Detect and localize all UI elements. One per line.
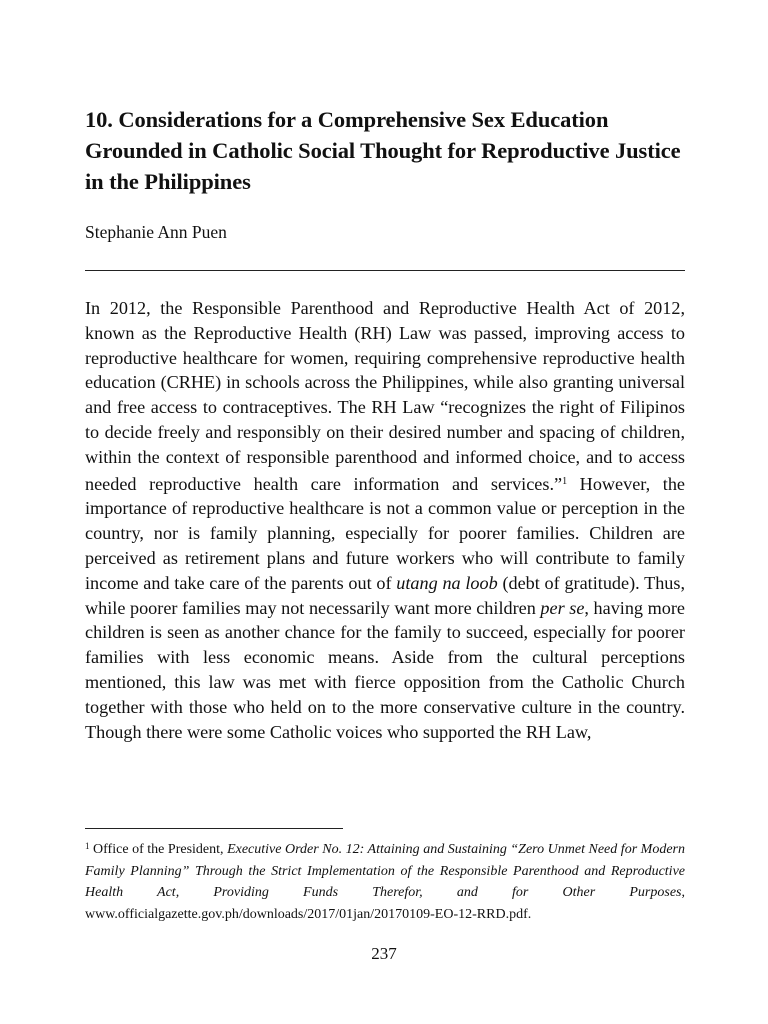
body-text-1: In 2012, the Responsible Parenthood and Reproductive Health Act of 2012, known as the Reproductive Health (RH) Law was passed, improving access to reproductive healthcare for women, requiring comprehensive reproductive health education (CRHE) in schools across the Philippines, while also granting universal and free access to contraceptives. The RH Law “recognizes the right of Filipinos to decide freely and responsibly on their desired number and spacing of children, within the context of responsible parenthood and informed choice, and to access needed reproductive health care information and services.” (85, 298, 685, 494)
body-text-4: , having more children is seen as another chance for the family to succeed, especially for poorer families with less economic means. Aside from the cultural perceptions mentioned, this law was met with fierce opposition from the Catholic Church together with those who held on to the more conservative culture in the country. Though there were some Catholic voices who supported the RH Law, (85, 597, 685, 742)
footnote-reference[interactable]: 1 (562, 475, 568, 487)
body-text-3: (debt of gratitude). Thus, while poorer families may not necessarily want more children (85, 572, 686, 618)
term-per-se: per se (540, 597, 585, 618)
footnote-marker: 1 (85, 841, 90, 851)
body-paragraph (85, 296, 685, 744)
author-name: Stephanie Ann Puen (85, 222, 227, 242)
chapter-title: 10. Considerations for a Comprehensive Sex Education Grounded in Catholic Social Thought for Reproductive Justice in the Philippines (85, 107, 681, 194)
term-utang-na-loob: utang na loob (396, 572, 498, 593)
footnote-title: Executive Order No. 12: Attaining and Sustaining “Zero Unmet Need for Modern Family Planning” Through the Strict Implementation of the Responsible Parenthood and Reproductive Health Act, Providing Funds Therefor, and for Other Purposes (85, 842, 686, 900)
footnote (85, 836, 685, 925)
footnote-divider (85, 828, 343, 829)
footnote-prefix: Office of the President, (89, 842, 228, 857)
page-number: 237 (371, 944, 397, 963)
body-text-2: However, the importance of reproductive healthcare is not a common value or perception in the country, nor is family planning, especially for poorer families. Children are perceived as retirement plans and future workers who will contribute to family income and take care of the parents out of (85, 473, 685, 593)
header-divider (85, 270, 685, 271)
footnote-url[interactable]: , www.officialgazette.gov.ph/downloads/2017/01jan/20170109-EO-12-RRD.pdf. (85, 885, 685, 922)
